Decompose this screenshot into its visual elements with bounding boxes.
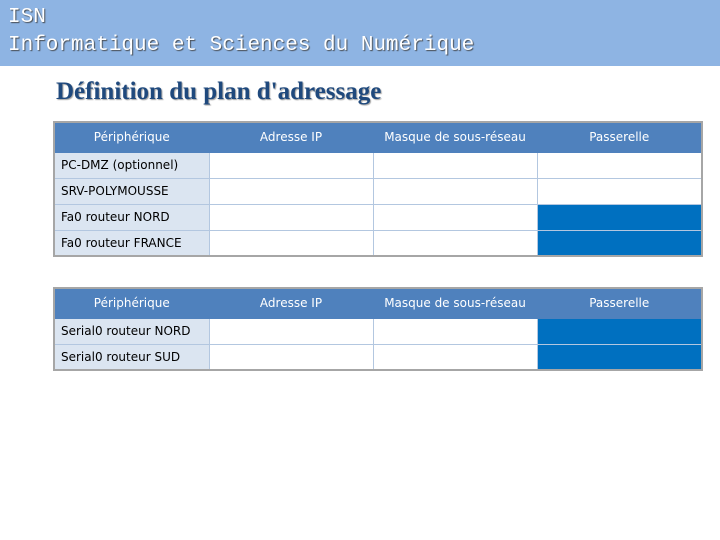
column-header-gateway: Passerelle [537, 122, 702, 152]
table-row [54, 178, 702, 204]
device-name-cell: SRV-POLYMOUSSE [54, 178, 209, 204]
table-body [54, 318, 702, 370]
column-header-device: Périphérique [54, 288, 209, 318]
ip-address-cell[interactable] [209, 152, 373, 178]
table-header-row [54, 288, 702, 318]
device-name-cell: Fa0 routeur NORD [54, 204, 209, 230]
table-row [54, 204, 702, 230]
gateway-not-applicable-cell [537, 204, 702, 230]
gateway-not-applicable-cell [537, 318, 702, 344]
subnet-mask-cell[interactable] [373, 318, 537, 344]
ip-address-cell[interactable] [209, 230, 373, 256]
gateway-not-applicable-cell [537, 230, 702, 256]
ip-address-cell[interactable] [209, 344, 373, 370]
header-line-1: ISN [8, 6, 46, 29]
device-name-cell: PC-DMZ (optionnel) [54, 152, 209, 178]
table-row [54, 152, 702, 178]
ip-address-cell[interactable] [209, 178, 373, 204]
addressing-table-lan [53, 121, 703, 257]
device-name-cell: Serial0 routeur SUD [54, 344, 209, 370]
gateway-cell[interactable] [537, 178, 702, 204]
slide-title: Définition du plan d'adressage [56, 78, 382, 105]
column-header-ip: Adresse IP [209, 288, 373, 318]
subnet-mask-cell[interactable] [373, 204, 537, 230]
column-header-ip: Adresse IP [209, 122, 373, 152]
column-header-mask: Masque de sous-réseau [373, 288, 537, 318]
table-row [54, 344, 702, 370]
column-header-gateway: Passerelle [537, 288, 702, 318]
table-row [54, 230, 702, 256]
subnet-mask-cell[interactable] [373, 344, 537, 370]
table-body [54, 152, 702, 256]
subnet-mask-cell[interactable] [373, 230, 537, 256]
ip-address-cell[interactable] [209, 318, 373, 344]
subnet-mask-cell[interactable] [373, 152, 537, 178]
column-header-device: Périphérique [54, 122, 209, 152]
table-row [54, 318, 702, 344]
table-header-row [54, 122, 702, 152]
gateway-cell[interactable] [537, 152, 702, 178]
slide-header [0, 0, 720, 66]
ip-address-cell[interactable] [209, 204, 373, 230]
column-header-mask: Masque de sous-réseau [373, 122, 537, 152]
device-name-cell: Fa0 routeur FRANCE [54, 230, 209, 256]
gateway-not-applicable-cell [537, 344, 702, 370]
header-line-2: Informatique et Sciences du Numérique [8, 34, 475, 57]
subnet-mask-cell[interactable] [373, 178, 537, 204]
addressing-table-wan [53, 287, 703, 371]
device-name-cell: Serial0 routeur NORD [54, 318, 209, 344]
